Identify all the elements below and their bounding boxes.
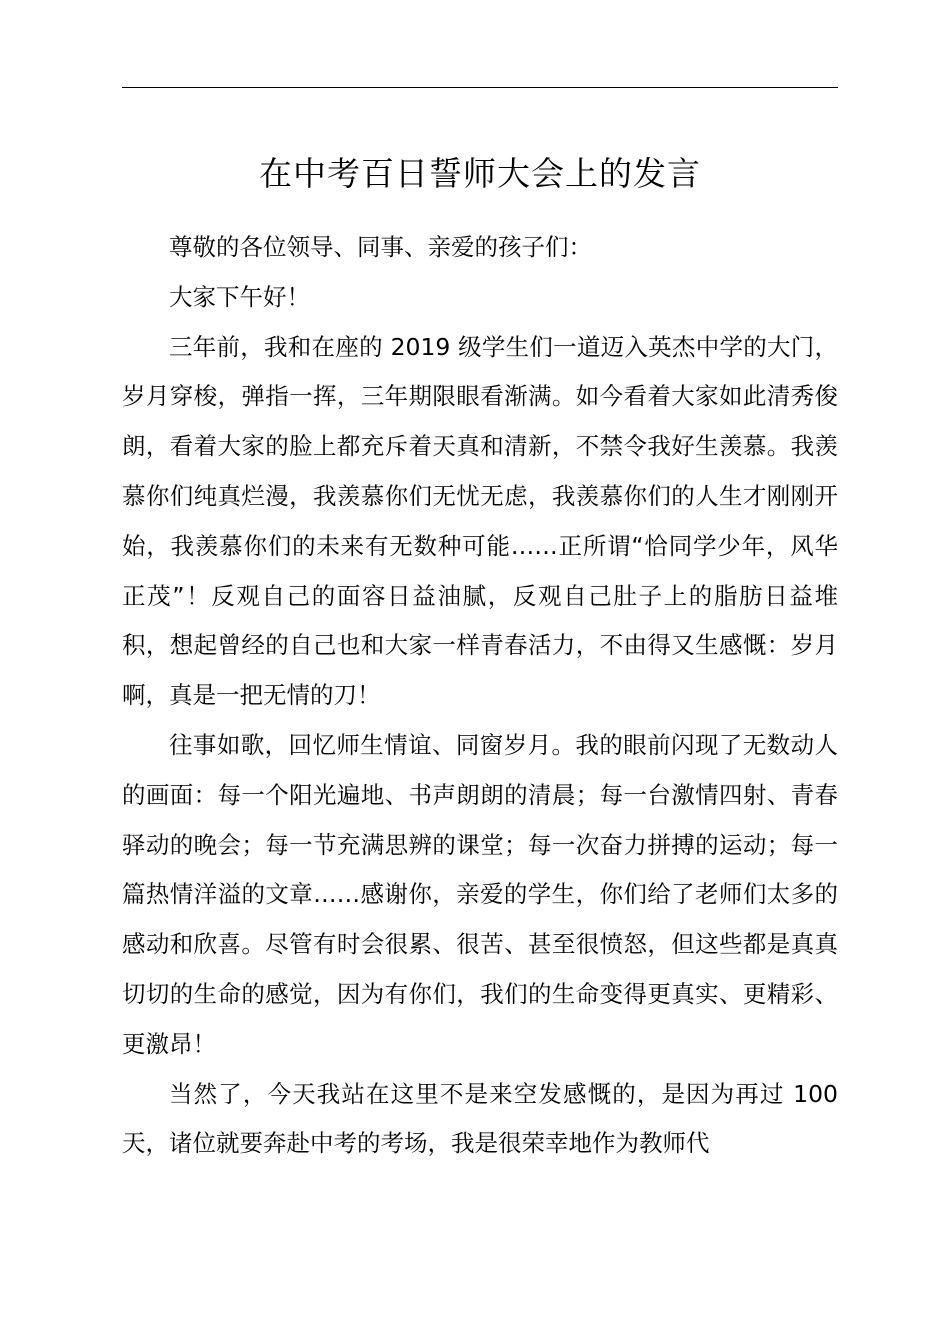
greeting-paragraph: 大家下午好！ bbox=[169, 282, 310, 311]
header-rule bbox=[122, 87, 838, 88]
body-paragraph: 往事如歌，回忆师生情谊、同窗岁月。我的眼前闪现了无数动人的画面：每一个阳光遍地、书声朗朗的清晨；每一台激情四射、青春驿动的晚会；每一节充满思辨的课堂；每一次奋力拼搏的运动；每一篇热情洋溢的文章……感谢你，亲爱的学生，你们给了老师们太多的感动和欣喜。尽管有时会很累、很苦、甚至很愤怒，但这些都是真真切切的生命的感觉，因为有你们，我们的生命变得更真实、更精彩、更激昂！ bbox=[122, 730, 838, 1058]
body-paragraph: 当然了，今天我站在这里不是来空发感慨的，是因为再过 100 天，诸位就要奔赴中考的考场，我是很荣幸地作为教师代 bbox=[122, 1079, 838, 1158]
document-title: 在中考百日誓师大会上的发言 bbox=[259, 154, 701, 193]
body-paragraph: 三年前，我和在座的 2019 级学生们一道迈入英杰中学的大门，岁月穿梭，弹指一挥，三年期限眼看渐满。如今看着大家如此清秀俊朗，看着大家的脸上都充斥着天真和清新，不禁令我好生羡慕。我羡慕你们纯真烂漫，我羡慕你们无忧无虑，我羡慕你们的人生才刚刚开始，我羡慕你们的未来有无数种可能……正所谓“恰同学少年，风华正茂”！反观自己的面容日益油腻，反观自己肚子上的脂肪日益堆积，想起曾经的自己也和大家一样青春活力，不由得又生感慨：岁月啊，真是一把无情的刀！ bbox=[122, 332, 838, 710]
salutation-paragraph: 尊敬的各位领导、同事、亲爱的孩子们： bbox=[169, 233, 592, 261]
document-body bbox=[122, 223, 838, 1169]
